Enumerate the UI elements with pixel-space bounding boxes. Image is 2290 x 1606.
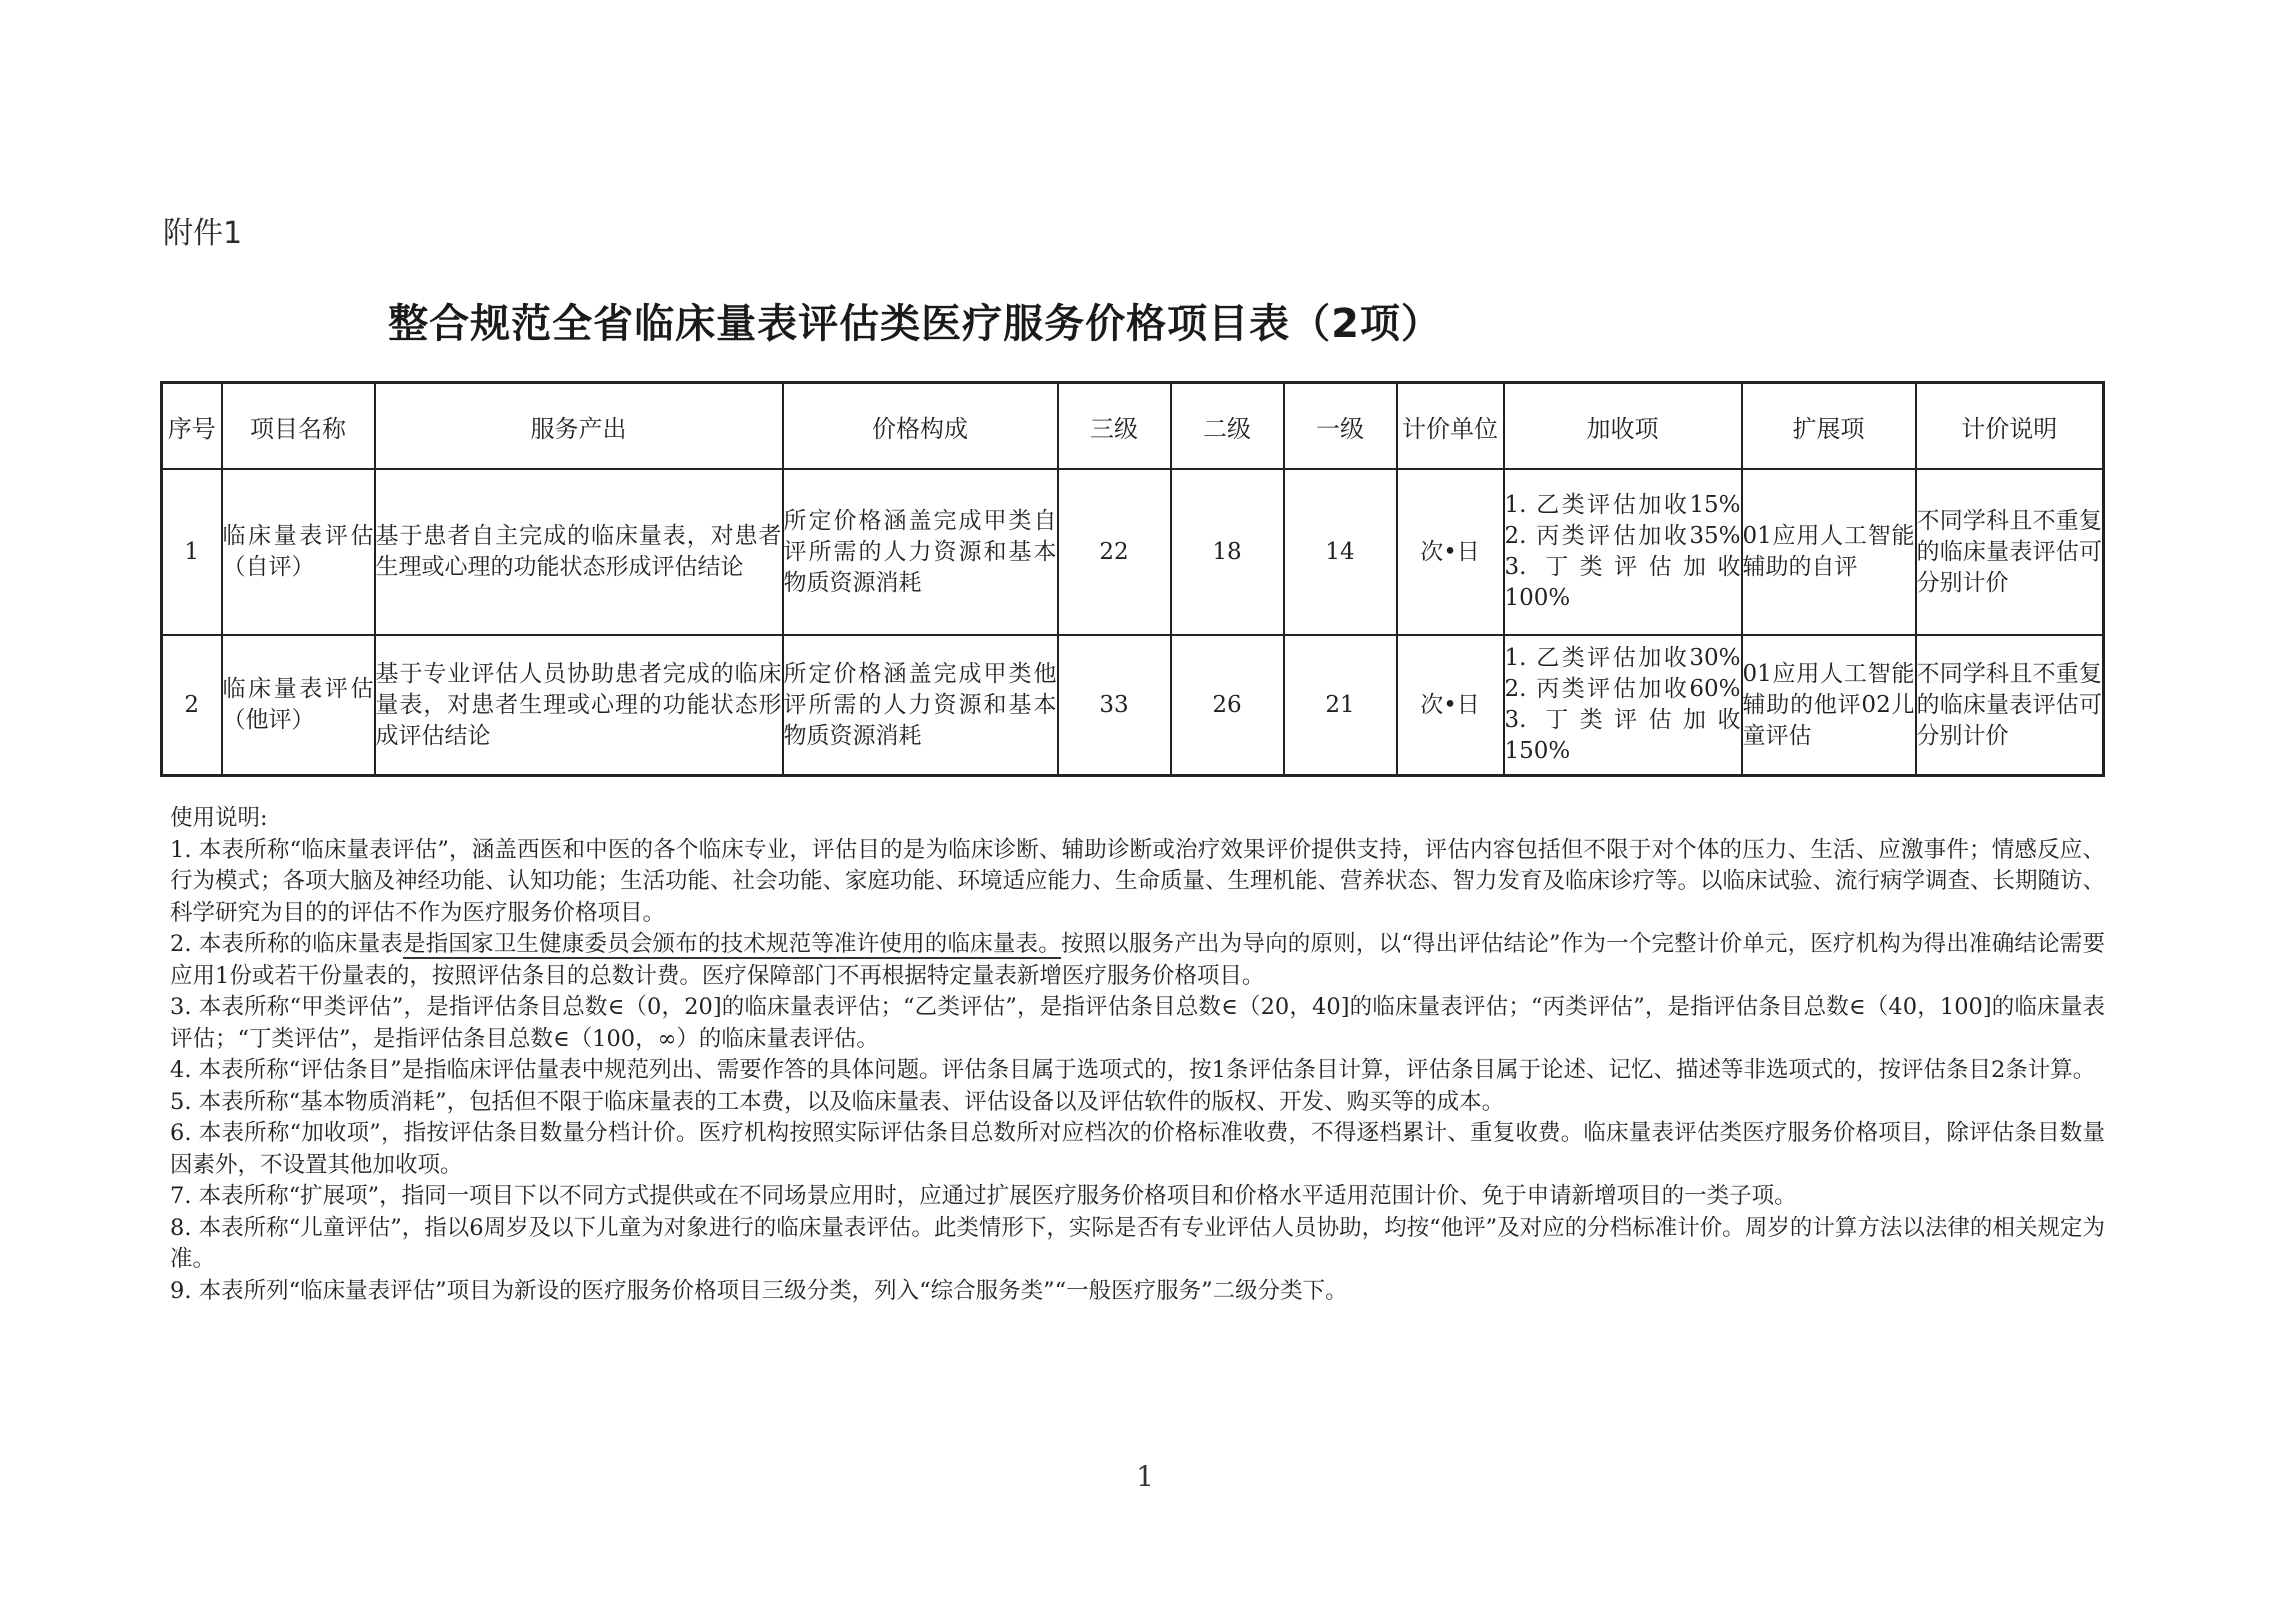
note-item-1: 1. 本表所称“临床量表评估”，涵盖西医和中医的各个临床专业，评估目的是为临床诊断、辅助诊断或治疗效果评价提供支持，评估内容包括但不限于对个体的压力、生活、应激事件；情感反应、行为模式；各项大脑及神经功能、认知功能；生活功能、社会功能、家庭功能、环境适应能力、生命质量、生理机能、营养状态、智力发育及临床诊疗等。以临床试验、流行病学调查、长期随访、科学研究为目的的评估不作为医疗服务价格项目。 [170, 836, 2106, 926]
row-no: 1 [162, 469, 222, 635]
row-note: 不同学科且不重复的临床量表评估可分别计价 [1916, 469, 2104, 635]
col-header-name: 项目名称 [222, 383, 375, 470]
table-row [162, 469, 2104, 635]
note-item-3: 3. 本表所称“甲类评估”，是指评估条目总数∈（0，20]的临床量表评估；“乙类评估”，是指评估条目总数∈（20，40]的临床量表评估；“丙类评估”，是指评估条目总数∈（40，100]的临床量表评估；“丁类评估”，是指评估条目总数∈（100，∞）的临床量表评估。 [170, 994, 2105, 1052]
surcharge-line: 1. 乙类评估加收15% [1504, 492, 1741, 518]
note-item-4: 4. 本表所称“评估条目”是指临床评估量表中规范列出、需要作答的具体问题。评估条目属于选项式的，按1条评估条目计算，评估条目属于论述、记忆、描述等非选项式的，按评估条目2条计算。 [170, 1057, 2096, 1083]
surcharge-line: 150% [1504, 738, 1571, 764]
row-surcharge [1504, 635, 1742, 776]
note-2-rest: 按照以服务产出为导向的原则，以“得出评估结论”作为一个完整计价单元，医疗机构为得出准确结论需要应用1份或若干份量表的，按照评估条目的总数计费。医疗保障部门不再根据特定量表新增医疗服务价格项目。 [170, 931, 2105, 989]
note-item-2 [170, 929, 2105, 992]
document-title: 整合规范全省临床量表评估类医疗服务价格项目表（2项） [388, 301, 1442, 347]
row-name: 临床量表评估（他评） [222, 635, 375, 776]
row-level1-price: 21 [1284, 635, 1397, 776]
notes-heading: 使用说明: [170, 805, 268, 831]
col-header-no: 序号 [162, 383, 222, 470]
row-level3-price: 33 [1058, 635, 1171, 776]
price-item-table [160, 381, 2105, 777]
row-level1-price: 14 [1284, 469, 1397, 635]
usage-notes [170, 803, 2105, 1307]
note-2-underlined: 是指国家卫生健康委员会颁布的技术规范等准许使用的临床量表。 [402, 931, 1061, 957]
note-item-8: 8. 本表所称“儿童评估”，指以6周岁及以下儿童为对象进行的临床量表评估。此类情形下，实际是否有专业评估人员协助，均按“他评”及对应的分档标准计价。周岁的计算方法以法律的相关规定为准。 [170, 1214, 2105, 1272]
table-row [162, 635, 2104, 776]
row-unit: 次•日 [1397, 469, 1504, 635]
surcharge-line: 2. 丙类评估加收60% [1504, 676, 1741, 702]
row-no: 2 [162, 635, 222, 776]
col-header-level3: 三级 [1058, 383, 1171, 470]
surcharge-line: 3. 丁类评估加收 [1504, 554, 1741, 580]
col-header-extension: 扩展项 [1742, 383, 1916, 470]
row-level3-price: 22 [1058, 469, 1171, 635]
row-surcharge [1504, 469, 1742, 635]
row-unit: 次•日 [1397, 635, 1504, 776]
col-header-note: 计价说明 [1916, 383, 2104, 470]
surcharge-line: 100% [1504, 585, 1571, 611]
col-header-unit: 计价单位 [1397, 383, 1504, 470]
col-header-surcharge: 加收项 [1504, 383, 1742, 470]
row-output: 基于专业评估人员协助患者完成的临床量表，对患者生理或心理的功能状态形成评估结论 [375, 635, 783, 776]
table-header-row [162, 383, 2104, 470]
col-header-pricing: 价格构成 [783, 383, 1058, 470]
col-header-output: 服务产出 [375, 383, 783, 470]
surcharge-line: 1. 乙类评估加收30% [1504, 645, 1741, 671]
row-extension: 01应用人工智能辅助的他评02儿童评估 [1742, 635, 1916, 776]
row-note: 不同学科且不重复的临床量表评估可分别计价 [1916, 635, 2104, 776]
note-item-5: 5. 本表所称“基本物质消耗”，包括但不限于临床量表的工本费，以及临床量表、评估设备以及评估软件的版权、开发、购买等的成本。 [170, 1088, 1505, 1115]
col-header-level2: 二级 [1171, 383, 1284, 470]
note-item-7: 7. 本表所称“扩展项”，指同一项目下以不同方式提供或在不同场景应用时，应通过扩展医疗服务价格项目和价格水平适用范围计价、免于申请新增项目的一类子项。 [170, 1183, 1797, 1209]
page-number: 1 [1136, 1460, 1154, 1493]
surcharge-line: 2. 丙类评估加收35% [1504, 523, 1741, 549]
row-name: 临床量表评估（自评） [222, 469, 375, 635]
row-extension: 01应用人工智能辅助的自评 [1742, 469, 1916, 635]
note-2-lead: 2. 本表所称的临床量表 [170, 931, 403, 957]
note-item-6: 6. 本表所称“加收项”，指按评估条目数量分档计价。医疗机构按照实际评估条目总数所对应档次的价格标准收费，不得逐档累计、重复收费。临床量表评估类医疗服务价格项目，除评估条目数量因素外，不设置其他加收项。 [170, 1120, 2105, 1178]
row-output: 基于患者自主完成的临床量表，对患者生理或心理的功能状态形成评估结论 [375, 469, 783, 635]
col-header-level1: 一级 [1284, 383, 1397, 470]
note-item-9: 9. 本表所列“临床量表评估”项目为新设的医疗服务价格项目三级分类，列入“综合服务类”“一般医疗服务”二级分类下。 [170, 1277, 1348, 1304]
row-pricing: 所定价格涵盖完成甲类他评所需的人力资源和基本物质资源消耗 [783, 635, 1058, 776]
attachment-label: 附件1 [163, 216, 243, 251]
row-pricing: 所定价格涵盖完成甲类自评所需的人力资源和基本物质资源消耗 [783, 469, 1058, 635]
row-level2-price: 26 [1171, 635, 1284, 776]
surcharge-line: 3. 丁类评估加收 [1504, 707, 1741, 733]
row-level2-price: 18 [1171, 469, 1284, 635]
